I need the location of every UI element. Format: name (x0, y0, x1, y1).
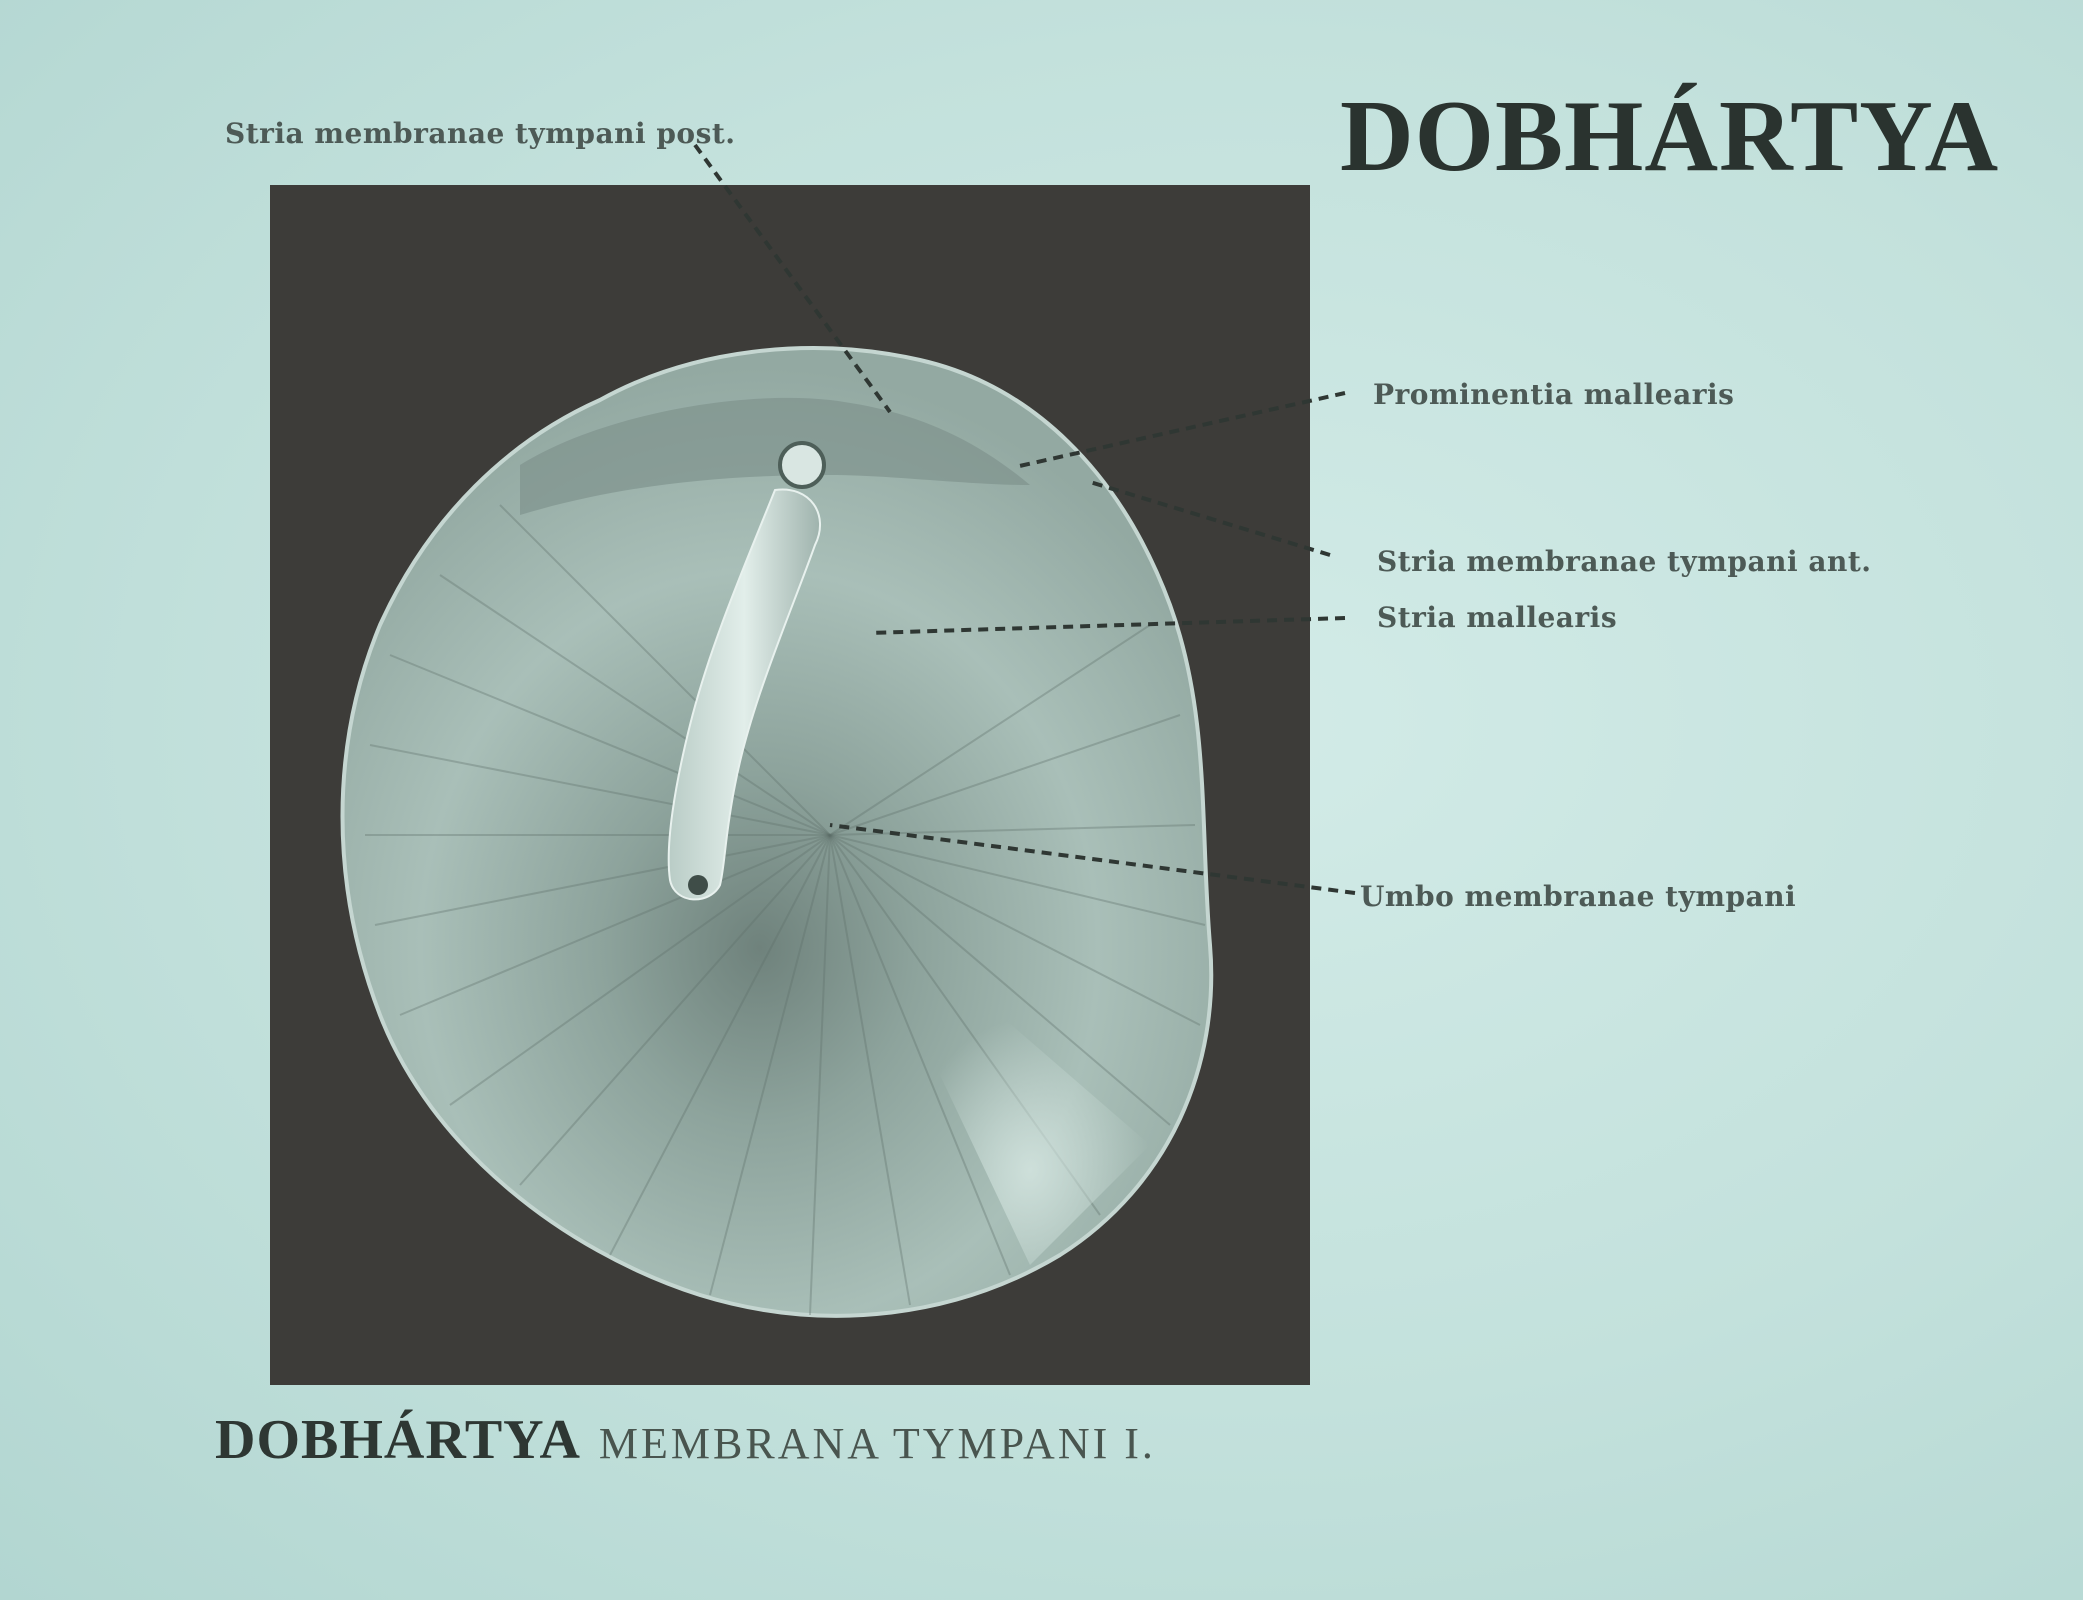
caption-bold: DOBHÁRTYA (215, 1409, 581, 1471)
prominentia-mallearis (780, 443, 824, 487)
label-stria-post: Stria membranae tympani post. (225, 117, 736, 150)
figure-caption (215, 1408, 1156, 1472)
umbo (688, 875, 708, 895)
slide-title: DOBHÁRTYA (1340, 80, 2000, 193)
caption-light: MEMBRANA TYMPANI I. (598, 1419, 1156, 1468)
label-stria-ant: Stria membranae tympani ant. (1377, 545, 1872, 578)
label-stria-mallearis: Stria mallearis (1377, 601, 1618, 634)
tympanic-membrane-illustration (270, 185, 1310, 1385)
label-prominentia-mallearis: Prominentia mallearis (1373, 378, 1735, 411)
label-umbo: Umbo membranae tympani (1360, 880, 1797, 913)
